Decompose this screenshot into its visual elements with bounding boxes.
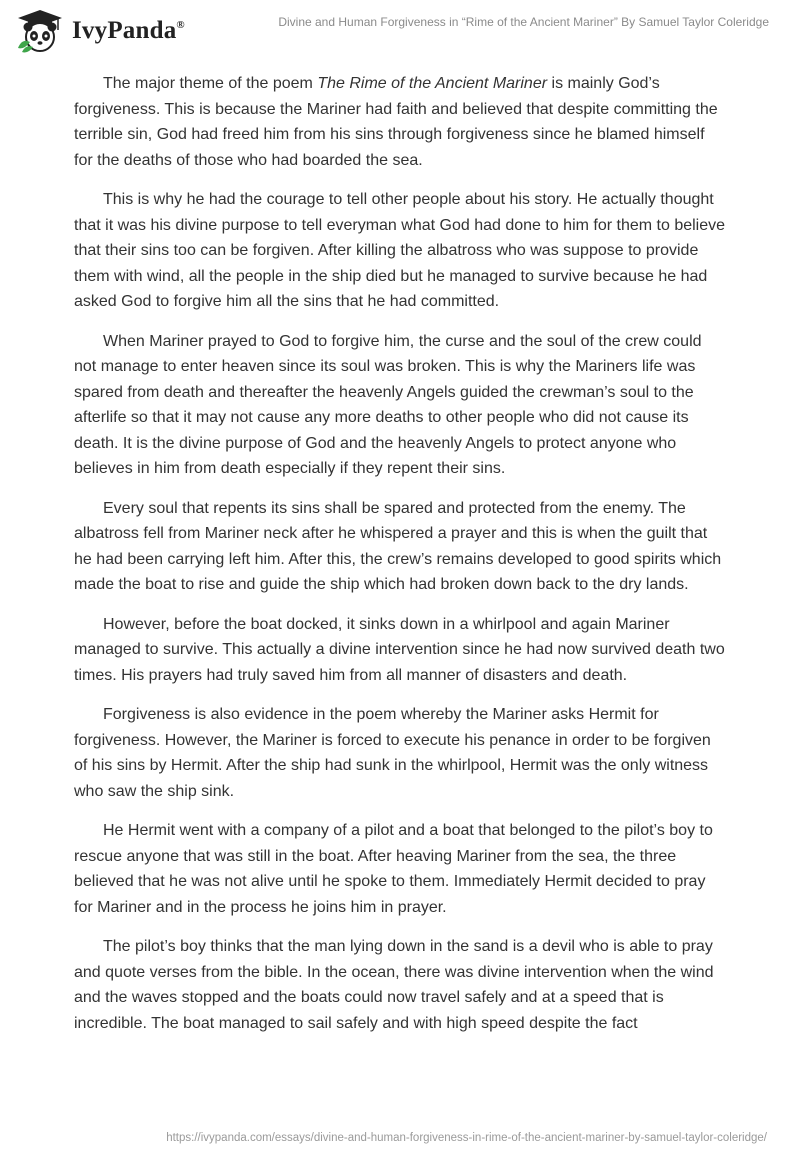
paragraph-3: When Mariner prayed to God to forgive him, the curse and the soul of the crew could not manage to enter heaven since its soul was broken. This is why the Mariners life was spared from death and thereafter the heavenly Angels guided the crewman’s soul to the afterlife so that it may not cause any more deaths to other people who did not cause its death. It is the divine purpose of God and the heavenly Angels to protect anyone who believes in him from death especially if they repent their sins. bbox=[74, 332, 702, 477]
paragraph-4: Every soul that repents its sins shall be spared and protected from the enemy. The albatross fell from Mariner neck after he whispered a prayer and this is when the guilt that he had been carrying left him. After this, the crew’s remains developed to good spirits which made the boat to rise and guide the ship which had broken down back to the dry lands. bbox=[74, 499, 722, 593]
brand-name: IvyPanda® bbox=[72, 17, 185, 44]
document-title: Divine and Human Forgiveness in “Rime of the Ancient Mariner” By Samuel Taylor Coleridge bbox=[278, 15, 769, 29]
paragraph-1: The major theme of the poem The Rime of the Ancient Mariner is mainly God’s forgiveness. This is because the Mariner had faith and believed that despite committing the terrible sin, God had freed him from his sins through forgiveness since he blamed himself for the deaths of those who had boarded the sea. bbox=[74, 75, 718, 169]
paragraph-2: This is why he had the courage to tell other people about his story. He actually thought that it was his divine purpose to tell everyman what God had done to him for them to believe that their sins too can be forgiven. After killing the albatross who was suppose to provide them with wind, all the people in the ship died but he managed to survive because he had asked God to forgive him all the sins that he had committed. bbox=[74, 191, 726, 310]
essay-body bbox=[74, 71, 726, 1050]
page-header bbox=[0, 0, 800, 60]
panda-graduate-icon bbox=[14, 8, 66, 54]
paragraph-5: However, before the boat docked, it sinks down in a whirlpool and again Mariner managed to survive. This actually a divine intervention since he had now survived death two times. His prayers had truly saved him from all manner of disasters and death. bbox=[74, 615, 725, 684]
source-url[interactable]: https://ivypanda.com/essays/divine-and-human-forgiveness-in-rime-of-the-ancient-mariner-by-samuel-taylor-coleridge/ bbox=[166, 1132, 767, 1144]
poem-title: The Rime of the Ancient Mariner bbox=[317, 75, 548, 92]
paragraph-7: He Hermit went with a company of a pilot and a boat that belonged to the pilot’s boy to rescue anyone that was still in the boat. After heaving Mariner from the sea, the three believed that he was not alive until he spoke to them. Immediately Hermit decided to pray for Mariner and in the process he joins him in prayer. bbox=[74, 822, 713, 916]
paragraph-6: Forgiveness is also evidence in the poem whereby the Mariner asks Hermit for forgiveness. However, the Mariner is forced to execute his penance in order to be forgiven of his sins by Hermit. After the ship had sunk in the whirlpool, Hermit was the only witness who saw the ship sink. bbox=[74, 706, 711, 800]
ivypanda-logo[interactable] bbox=[14, 8, 185, 54]
paragraph-8: The pilot’s boy thinks that the man lying down in the sand is a devil who is able to pray and quote verses from the bible. In the ocean, there was divine intervention when the wind and the waves stopped and the boats could now travel safely and at a speed that is incredible. The boat managed to sail safely and with high speed despite the fact bbox=[74, 938, 714, 1032]
